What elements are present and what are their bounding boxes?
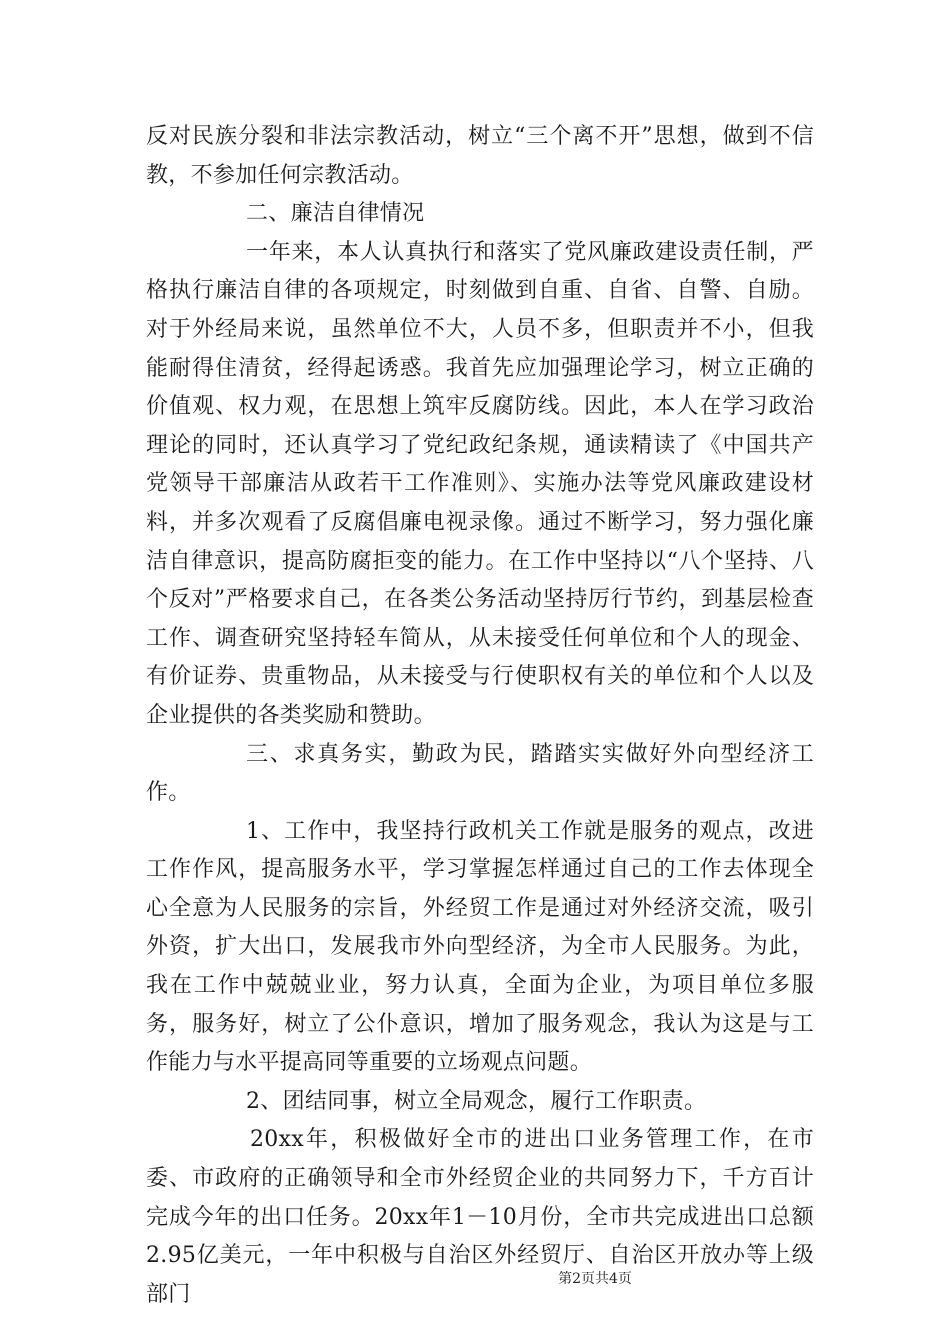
section-heading-pragmatic: 三、求真务实，勤政为民，踏踏实实做好外向型经济工作。 bbox=[146, 741, 814, 806]
paragraph-integrity: 一年来，本人认真执行和落实了党风廉政建设责任制，严格执行廉洁自律的各项规定，时刻做到自重、自省、自警、自励。对于外经局来说，虽然单位不大，人员不多，但职责并不小，但我能耐得住清贫，经得起诱惑。我首先应加强理论学习，树立正确的价值观、权力观，在思想上筑牢反腐防线。因此，本人在学习政治理论的同时，还认真学习了党纪政纪条规，通读精读了《中国共产党领导干部廉洁从政若干工作准则》、实施办法等党风廉政建设材料，并多次观看了反腐倡廉电视录像。通过不断学习，努力强化廉洁自律意识，提高防腐拒变的能力。在工作中坚持以“八个坚持、八个反对”严格要求自己，在各类公务活动坚持厉行节约，到基层检查工作、调查研究坚持轻车简从，从未接受任何单位和个人的现金、有价证券、贵重物品，从未接受与行使职权有关的单位和个人以及企业提供的各类奖励和赞助。 bbox=[146, 239, 814, 728]
paragraph-service: 1、工作中，我坚持行政机关工作就是服务的观点，改进工作作风，提高服务水平，学习掌握怎样通过自己的工作去体现全心全意为人民服务的宗旨，外经贸工作是通过对外经济交流，吸引外资，扩大出口，发展我市外向型经济，为全市人民服务。为此，我在工作中兢兢业业，努力认真，全面为企业，为项目单位多服务，服务好，树立了公仆意识，增加了服务观念，我认为这是与工作能力与水平提高同等重要的立场观点问题。 bbox=[146, 818, 814, 1076]
section-heading-integrity: 二、廉洁自律情况 bbox=[246, 201, 425, 227]
paragraph-trade: 20xx年，积极做好全市的进出口业务管理工作，在市委、市政府的正确领导和全市外经贸企业的共同努力下，千方百计完成今年的出口任务。20xx年1－10月份，全市共完成进出口总额2.95亿美元，一年中积极与自治区外经贸厅、自治区开放办等上级部门 bbox=[146, 1127, 814, 1307]
document-body bbox=[146, 118, 814, 1314]
page-number: 第2页共4页 bbox=[558, 1271, 632, 1287]
paragraph-unity-heading: 2、团结同事，树立全局观念，履行工作职责。 bbox=[246, 1088, 707, 1114]
paragraph-religion: 反对民族分裂和非法宗教活动，树立“三个离不开”思想，做到不信教，不参加任何宗教活动。 bbox=[146, 124, 814, 188]
page-footer bbox=[0, 1268, 950, 1288]
